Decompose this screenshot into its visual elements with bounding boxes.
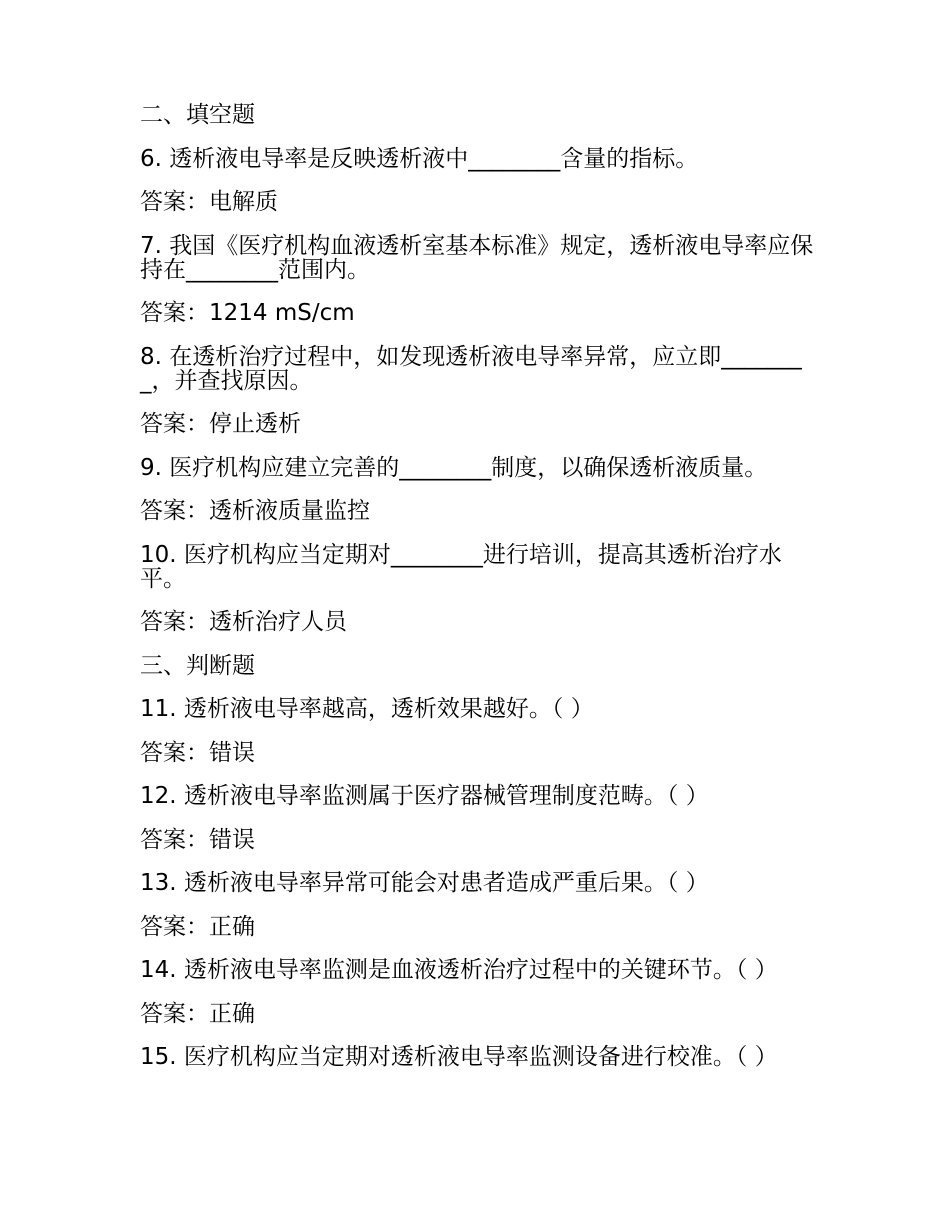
answer-13: 答案：正确: [140, 913, 255, 940]
answer-11: 答案：错误: [140, 739, 255, 766]
answer-14: 答案：正确: [140, 1000, 255, 1027]
question-14: 14. 透析液电导率监测是血液透析治疗过程中的关键环节。（ ）: [140, 957, 778, 983]
answer-6: 答案：电解质: [140, 189, 278, 215]
question-15: 15. 医疗机构应当定期对透析液电导率监测设备进行校准。（ ）: [140, 1044, 778, 1070]
question-10: 10. 医疗机构应当定期对________进行培训，提高其透析治疗水平。: [140, 541, 782, 592]
question-6: 6. 透析液电导率是反映透析液中________含量的指标。: [140, 145, 699, 172]
answer-8: 答案：停止透析: [140, 411, 301, 437]
document-page: [140, 103, 820, 1089]
answer-7: 答案：1214 mS/cm: [140, 300, 355, 326]
section-heading-fill-in: 二、填空题: [140, 102, 255, 128]
answer-10: 答案：透析治疗人员: [140, 609, 347, 635]
answer-12: 答案：错误: [140, 826, 255, 853]
question-8: 8. 在透析治疗过程中，如发现透析液电导率异常，应立即________，并查找原因。: [140, 343, 802, 394]
question-11: 11. 透析液电导率越高，透析效果越好。（ ）: [140, 696, 594, 722]
question-12: 12. 透析液电导率监测属于医疗器械管理制度范畴。（ ）: [140, 783, 709, 809]
question-7: 7. 我国《医疗机构血液透析室基本标准》规定，透析液电导率应保持在________范围内。: [140, 232, 814, 283]
question-9: 9. 医疗机构应建立完善的________制度，以确保透析液质量。: [140, 454, 768, 481]
answer-9: 答案：透析液质量监控: [140, 498, 370, 524]
section-heading-true-false: 三、判断题: [140, 652, 255, 679]
question-13: 13. 透析液电导率异常可能会对患者造成严重后果。（ ）: [140, 870, 709, 896]
